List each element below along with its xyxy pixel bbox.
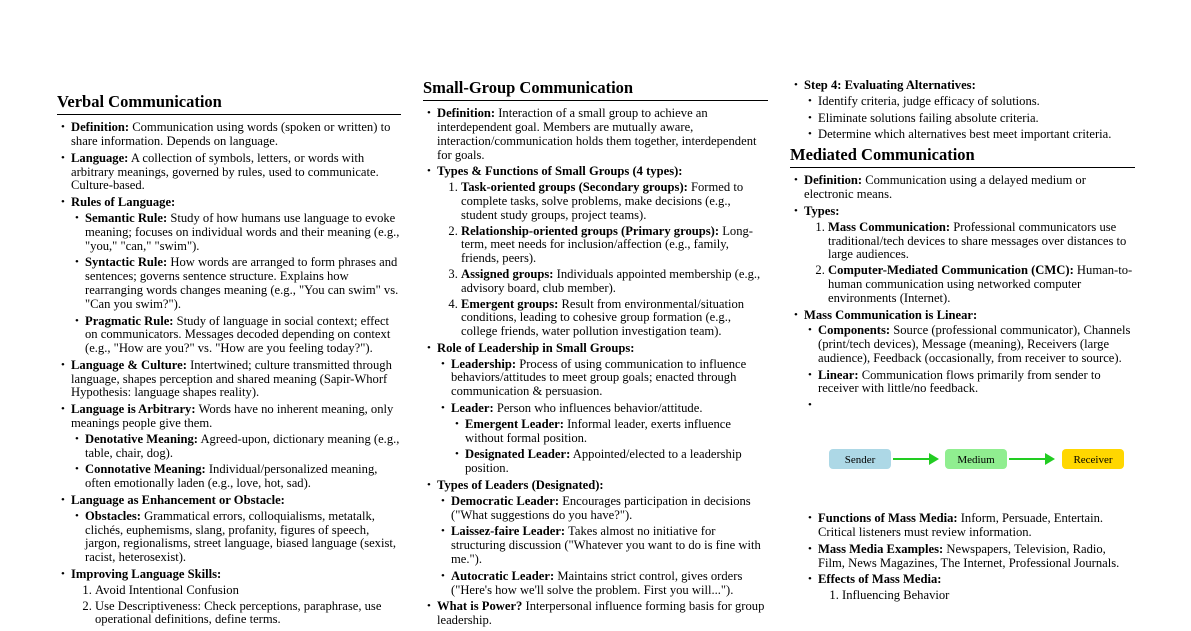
section-title-verbal: Verbal Communication — [57, 93, 401, 115]
list-item: 1. Mass Communication: Professional communicators use traditional/tech devices to share messages over distances to large audiences. — [828, 221, 1135, 262]
improving-sublist — [71, 584, 401, 627]
list-item: • Language is Arbitrary: Words have no inherent meaning, only meanings people give them. • Denotative Meaning: Agreed-upon, dictionary meaning (e.g., table, chair, dog). • Connotative Meaning: Individual/personalized meaning, often emotionally laden (e.g., love, hot, sad). — [71, 403, 401, 491]
list-item: • Mass Media Examples: Newspapers, Television, Radio, Film, News Magazines, The Internet, Professional Journals. — [818, 543, 1135, 571]
list-item: • Determine which alternatives best meet important criteria. — [818, 128, 1135, 142]
list-item: • Pragmatic Rule: Study of language in social context; effect on communicators. Messages decoded depending on context (e.g., "How are you?" vs. "How are you feeling today?"). — [85, 315, 401, 356]
meaning-sublist — [71, 433, 401, 491]
list-item: • Mass Communication is Linear: • Components: Source (professional communicator), Channels (print/tech devices), Message (meaning), Receivers (large audience), Feedback (occasionally, from receiver to source). • Linear: Communication flows primarily from sender to receiver with little/no feedback. • Sender Medium Receiver • Functions of Mass Media: Inform, Persuade, Entertain. Critical listeners must review information. • Mass Media Examples: Newspapers, Television, Radio, Film, News Magazines, The Internet, Professional Journals. • Effects of Mass Media: 1. Influencing Behavior — [804, 309, 1135, 604]
list-item: 3. Assigned groups: Individuals appointed membership (e.g., advisory board, club member). — [461, 268, 768, 296]
list-item: • Improving Language Skills: 1. Avoid Intentional Confusion 2. Use Descriptiveness: Check perceptions, paraphrase, use operational definitions, define terms. — [71, 568, 401, 627]
list-item: • Types of Leaders (Designated): • Democratic Leader: Encourages participation in decisions ("What suggestions do you have?"). • Laissez-faire Leader: Takes almost no initiative for structuring discussion ("Whatever you want to do is fine with me."). • Autocratic Leader: Maintains strict control, gives orders ("Here's how we'll solve the problem. First you will..."). — [437, 479, 768, 597]
list-item: • Leadership: Process of using communication to influence behaviors/attitudes to meet group goals; enacted through communication & persuasion. — [451, 358, 768, 399]
list-item: • Rules of Language: • Semantic Rule: Study of how humans use language to evoke meaning; focuses on individual words and their meaning (e.g., "you," "can," "swim"). • Syntactic Rule: How words are arranged to form phrases and sentences; governs sentence structure. Explains how rearranging words changes meaning (e.g., "You can swim" vs. "Can you swim?"). • Pragmatic Rule: Study of language in social context; effect on communicators. Messages decoded depending on context (e.g., "How are you?" vs. "How are you feeling today?"). — [71, 196, 401, 356]
leader-sublist — [451, 418, 768, 476]
linear-flow-diagram — [818, 399, 1135, 509]
column-verbal — [57, 93, 401, 630]
list-item: 1. Influencing Behavior — [842, 589, 1135, 603]
obstacles-sublist — [71, 510, 401, 565]
list-item: • Definition: Communication using a delayed medium or electronic means. — [804, 174, 1135, 202]
small-group-list — [423, 107, 768, 628]
list-item: 1. Task-oriented groups (Secondary groups): Formed to complete tasks, solve problems, make decisions (e.g., student study groups, project teams). — [461, 181, 768, 222]
step4-list — [790, 79, 1135, 142]
list-item: 4. Emergent groups: Result from environmental/situation conditions, leading to cohesive group formation (e.g., college friends, water pollution investigation team). — [461, 298, 768, 339]
list-item: • Language: A collection of symbols, letters, or words with arbitrary meanings, governed by rules, used to communicate. Culture-based. — [71, 152, 401, 193]
flow-node-sender: • Sender — [829, 449, 891, 469]
list-item: • Emergent Leader: Informal leader, exerts influence without formal position. — [465, 418, 768, 446]
section-title-small-group: Small-Group Communication — [423, 79, 768, 101]
linear-sublist — [804, 324, 1135, 603]
list-item: • Linear: Communication flows primarily from sender to receiver with little/no feedback. — [818, 369, 1135, 397]
mediated-list — [790, 174, 1135, 603]
list-item: • Role of Leadership in Small Groups: • Leadership: Process of using communication to influence behaviors/attitudes to meet group goals; enacted through communication & persuasion. • Leader: Person who influences behavior/attitude. • Emergent Leader: Informal leader, exerts influence without formal position. • Designated Leader: Appointed/elected to a leadership position. — [437, 342, 768, 476]
list-item: • Denotative Meaning: Agreed-upon, dictionary meaning (e.g., table, chair, dog). — [85, 433, 401, 461]
group-types-sublist — [437, 181, 768, 339]
list-item: • Designated Leader: Appointed/elected to a leadership position. — [465, 448, 768, 476]
verbal-list — [57, 121, 401, 627]
list-item: 2. Computer-Mediated Communication (CMC): Human-to-human communication using networked computer environments (Internet). — [828, 264, 1135, 305]
list-item: • Syntactic Rule: How words are arranged to form phrases and sentences; governs sentence structure. Explains how rearranging words changes meaning (e.g., "You can swim" vs. "Can you swim?"). — [85, 256, 401, 311]
flow-node-medium: Medium — [945, 449, 1007, 469]
list-item: • Leader: Person who influences behavior/attitude. • Emergent Leader: Informal leader, exerts influence without formal position. • Designated Leader: Appointed/elected to a leadership position. — [451, 402, 768, 476]
list-item: • Language as Enhancement or Obstacle: • Obstacles: Grammatical errors, colloquialisms, metatalk, clichés, euphemisms, slang, profanity, figures of speech, jargon, regionalisms, street language, biased language (sexist, racist, heterosexist). — [71, 494, 401, 565]
column-small-group — [423, 79, 768, 631]
leadership-sublist — [437, 358, 768, 476]
flow-arrow — [1009, 458, 1053, 460]
list-item: • Components: Source (professional communicator), Channels (print/tech devices), Message (meaning), Receivers (large audience), Feedback (occasionally, from receiver to source). — [818, 324, 1135, 365]
list-item: • Definition: Interaction of a small group to achieve an interdependent goal. Members are mutually aware, interaction/communication holds them together, interdependent for goals. — [437, 107, 768, 162]
list-item: 1. Avoid Intentional Confusion — [95, 584, 401, 598]
mediated-types-sublist — [804, 221, 1135, 306]
rules-sublist — [71, 212, 401, 356]
list-item: • Eliminate solutions failing absolute criteria. — [818, 112, 1135, 126]
effects-sublist — [818, 589, 1135, 603]
leader-types-sublist — [437, 495, 768, 598]
list-item: • Functions of Mass Media: Inform, Persuade, Entertain. Critical listeners must review information. — [818, 512, 1135, 540]
list-item: • Laissez-faire Leader: Takes almost no initiative for structuring discussion ("Whatever you want to do is fine with me."). — [451, 525, 768, 566]
list-item: • Obstacles: Grammatical errors, colloquialisms, metatalk, clichés, euphemisms, slang, profanity, figures of speech, jargon, regionalisms, street language, biased language (sexist, racist, heterosexist). — [85, 510, 401, 565]
column-mediated — [790, 79, 1135, 606]
step4-sublist — [804, 95, 1135, 142]
list-item: • Autocratic Leader: Maintains strict control, gives orders ("Here's how we'll solve the problem. First you will..."). — [451, 570, 768, 598]
list-item: • Democratic Leader: Encourages participation in decisions ("What suggestions do you have?"). — [451, 495, 768, 523]
list-item: 2. Use Descriptiveness: Check perceptions, paraphrase, use operational definitions, define terms. — [95, 600, 401, 628]
list-item: • Language & Culture: Intertwined; culture transmitted through language, shapes perception and shared meaning (Sapir-Whorf Hypothesis: language shapes reality). — [71, 359, 401, 400]
list-item: • Semantic Rule: Study of how humans use language to evoke meaning; focuses on individual words and their meaning (e.g., "you," "can," "swim"). — [85, 212, 401, 253]
flow-diagram-item — [818, 399, 1135, 509]
list-item: • Types: 1. Mass Communication: Professional communicators use traditional/tech devices to share messages over distances to large audiences. 2. Computer-Mediated Communication (CMC): Human-to-human communication using networked computer environments (Internet). — [804, 205, 1135, 306]
list-item: • Step 4: Evaluating Alternatives: • Identify criteria, judge efficacy of solutions. • Eliminate solutions failing absolute criteria. • Determine which alternatives best meet important criteria. — [804, 79, 1135, 142]
section-title-mediated: Mediated Communication — [790, 146, 1135, 168]
list-item: • Definition: Communication using words (spoken or written) to share information. Depends on language. — [71, 121, 401, 149]
list-item: • What is Power? Interpersonal influence forming basis for group leadership. — [437, 600, 768, 628]
list-item: • Effects of Mass Media: 1. Influencing Behavior — [818, 573, 1135, 603]
flow-arrow — [893, 458, 937, 460]
list-item: • Connotative Meaning: Individual/personalized meaning, often emotionally laden (e.g., love, hot, sad). — [85, 463, 401, 491]
list-item: 2. Relationship-oriented groups (Primary groups): Long-term, meet needs for inclusion/affection (e.g., family, friends, peers). — [461, 225, 768, 266]
flow-node-receiver: Receiver — [1062, 449, 1124, 469]
list-item: • Identify criteria, judge efficacy of solutions. — [818, 95, 1135, 109]
list-item: • Types & Functions of Small Groups (4 types): 1. Task-oriented groups (Secondary groups): Formed to complete tasks, solve problems, make decisions (e.g., student study groups, project teams). 2. Relationship-oriented groups (Primary groups): Long-term, meet needs for inclusion/affection (e.g., family, friends, peers). 3. Assigned groups: Individuals appointed membership (e.g., advisory board, club member). 4. Emergent groups: Result from environmental/situation conditions, leading to cohesive group formation (e.g., college friends, water pollution investigation team). — [437, 165, 768, 339]
